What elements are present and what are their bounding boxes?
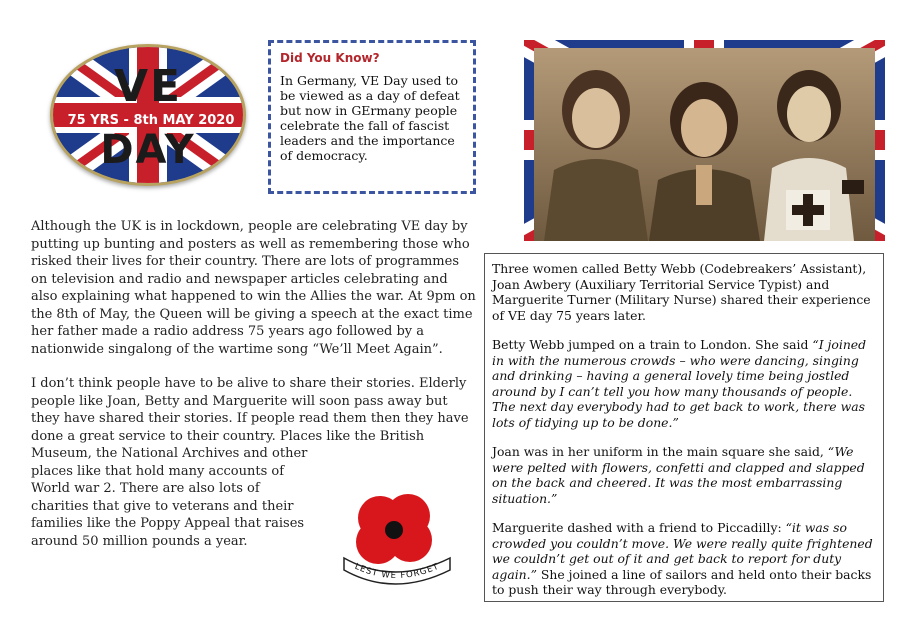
marg-lead: Marguerite dashed with a friend to Piccadilly: <box>492 520 786 535</box>
did-you-know-box <box>268 40 476 194</box>
marguerite-story <box>492 520 876 598</box>
badge-date-text: 75 YRS - 8th MAY 2020 <box>67 113 235 128</box>
marg-tail: She joined a line of sailors and held onto their backs to push their way through everybody. <box>492 566 872 597</box>
article-paragraph-1: Although the UK is in lockdown, people are celebrating VE day by putting up bunting and posters as well as remembering those who risked their lives for their country. There are lots of programmes on television and radio and newspaper articles celebrating and also explaining what happened to win the Allies the war. At 9pm on the 8th of May, the Queen will be giving a speech at the exact time her father made a radio address 75 years ago followed by a nationwide singalong of the wartime song “We’ll Meet Again”. <box>31 219 476 357</box>
badge-day-text: DAY <box>100 127 196 173</box>
marg-quote: “it was so crowded you couldn’t move. We were really quite frightened we couldn’t get out of it and get back to report for duty again.” <box>492 520 873 582</box>
poppy-logo <box>338 486 458 586</box>
ve-day-badge <box>50 44 246 186</box>
betty-quote: “I joined in with the numerous crowds – who were dancing, singing and drinking – having a general lovely time being jostled around by I can’t tell you how many thousands of people. The next day everybody had to get back to work, there was lots of tidying up to be done.” <box>492 337 867 430</box>
photo-illustration <box>524 40 885 241</box>
betty-lead: Betty Webb jumped on a train to London. She said <box>492 337 813 352</box>
stories-intro: Three women called Betty Webb (Codebreakers’ Assistant), Joan Awbery (Auxiliary Territorial Service Typist) and Marguerite Turner (Military Nurse) shared their experience of VE day 75 years later. <box>492 261 871 323</box>
article-paragraph-2-bottom: Museum, the National Archives and other places like that hold many accounts of World war 2. There are also lots of charities that give to veterans and their families like the Poppy Appeal that raises around 50 million pounds a year. <box>31 446 308 549</box>
joan-lead: Joan was in her uniform in the main square she said, <box>492 444 828 459</box>
poppy-icon <box>338 486 458 586</box>
did-you-know-text: In Germany, VE Day used to be viewed as a day of defeat but now in GErmany people celebrate the fall of fascist leaders and the importance of democracy. <box>280 73 460 163</box>
badge-ve-text: VE <box>113 61 183 112</box>
three-women-photo <box>524 40 885 241</box>
betty-story <box>492 337 876 430</box>
article-paragraph-2-top: I don’t think people have to be alive to share their stories. Elderly people like Joan, Betty and Marguerite will soon pass away but they have shared their stories. If people read them then they have done a great service to their country. Places like the British <box>31 376 469 444</box>
did-you-know-title: Did You Know? <box>280 51 380 65</box>
joan-quote: “We were pelted with flowers, confetti and clapped and slapped on the back and cheered. It was the most embarrassing situation.” <box>492 444 865 506</box>
poppy-banner-text: LEST WE FORGET <box>352 561 441 582</box>
joan-story <box>492 444 876 506</box>
stories-box <box>484 253 884 602</box>
